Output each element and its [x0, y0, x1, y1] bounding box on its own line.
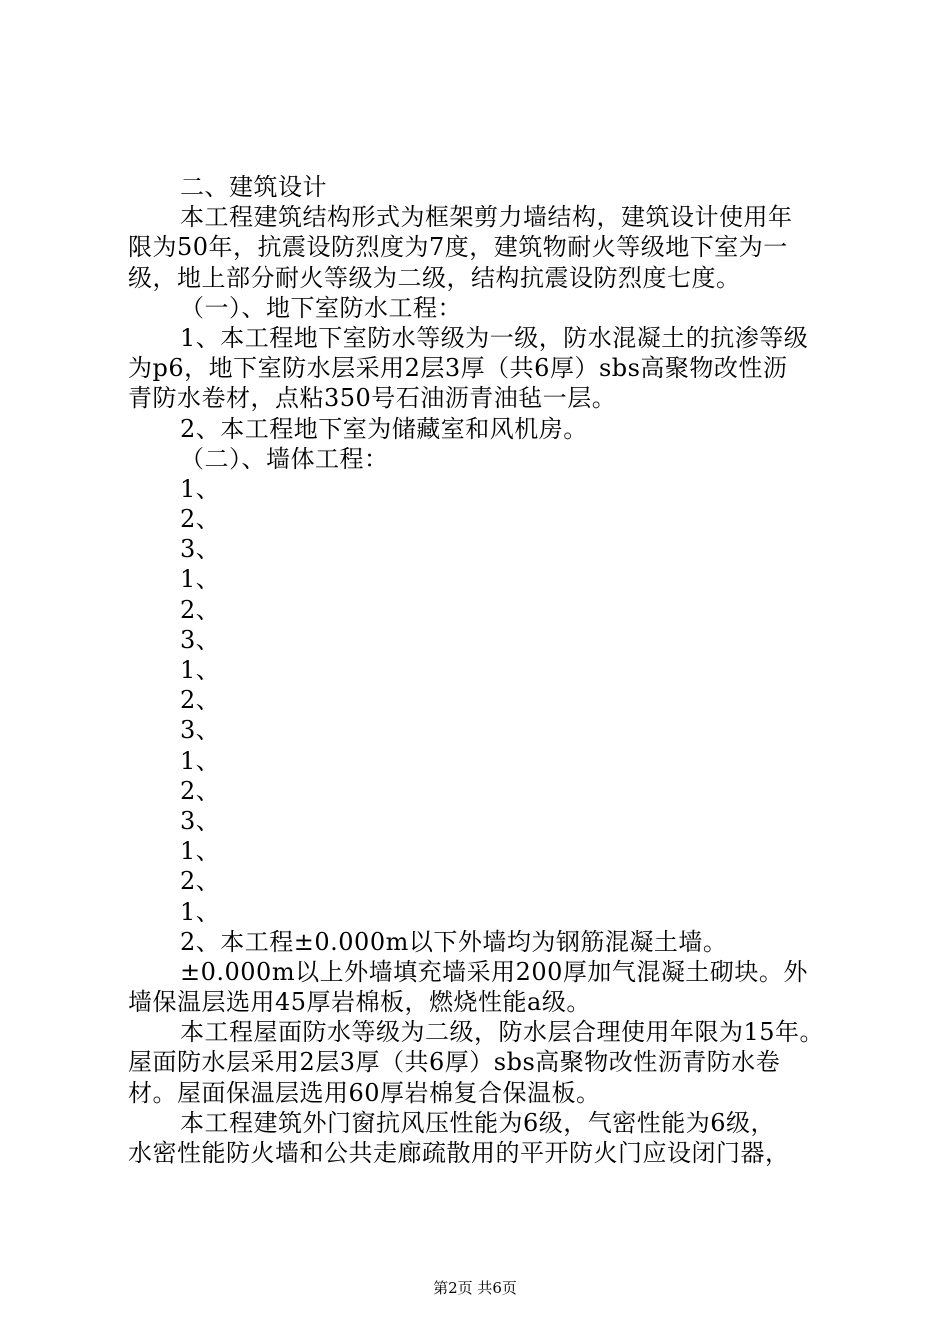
page-number-label: 第2页 共6页: [433, 1279, 517, 1297]
text-line: 2、: [180, 686, 221, 715]
page-footer: [0, 1278, 950, 1298]
text-line: 级，地上部分耐火等级为二级，结构抗震设防烈度七度。: [128, 263, 741, 292]
text-line: 3、: [180, 535, 221, 564]
text-line: 本工程屋面防水等级为二级，防水层合理使用年限为15年。: [180, 1018, 825, 1047]
text-line: 青防水卷材，点粘350号石油沥青油毡一层。: [128, 384, 617, 413]
text-line: 1、: [180, 897, 221, 926]
text-line: 1、: [180, 837, 221, 866]
text-line: 1、本工程地下室防水等级为一级，防水混凝土的抗渗等级: [180, 323, 809, 352]
text-line: 为p6，地下室防水层采用2层3厚（共6厚）sbs高聚物改性沥: [128, 354, 788, 383]
text-line: ±0.000m以上外墙填充墙采用200厚加气混凝土砌块。外: [180, 957, 808, 986]
text-line: 2、本工程地下室为储藏室和风机房。: [180, 414, 588, 443]
text-line: （一）、地下室防水工程：: [180, 293, 462, 322]
text-line: 3、: [180, 806, 221, 835]
text-line: 2、: [180, 776, 221, 805]
text-line: 1、: [180, 746, 221, 775]
text-line: 2、本工程±0.000m以下外墙均为钢筋混凝土墙。: [180, 927, 728, 956]
text-line: 2、: [180, 867, 221, 896]
text-line: 墙保温层选用45厚岩棉板，燃烧性能a级。: [128, 988, 591, 1017]
text-line: 3、: [180, 625, 221, 654]
text-line: 1、: [180, 656, 221, 684]
text-line: 水密性能防火墙和公共走廊疏散用的平开防火门应设闭门器，: [128, 1139, 790, 1167]
text-line: 2、: [180, 595, 221, 624]
text-line: 本工程建筑外门窗抗风压性能为6级，气密性能为6级，: [180, 1108, 776, 1137]
document-body: [0, 172, 950, 1168]
text-line: 材。屋面保温层选用60厚岩棉复合保温板。: [128, 1078, 601, 1107]
text-line: 2、: [180, 505, 221, 534]
text-line: 1、: [180, 474, 221, 503]
text-line: （二）、墙体工程：: [180, 444, 389, 473]
text-line: 屋面防水层采用2层3厚（共6厚）sbs高聚物改性沥青防水卷: [128, 1048, 781, 1077]
text-line: 3、: [180, 716, 221, 745]
text-line: 本工程建筑结构形式为框架剪力墙结构，建筑设计使用年: [180, 203, 793, 232]
text-line: 二、建筑设计: [180, 173, 327, 201]
text-line: 1、: [180, 565, 221, 594]
text-line: 限为50年，抗震设防烈度为7度，建筑物耐火等级地下室为一: [128, 233, 788, 262]
